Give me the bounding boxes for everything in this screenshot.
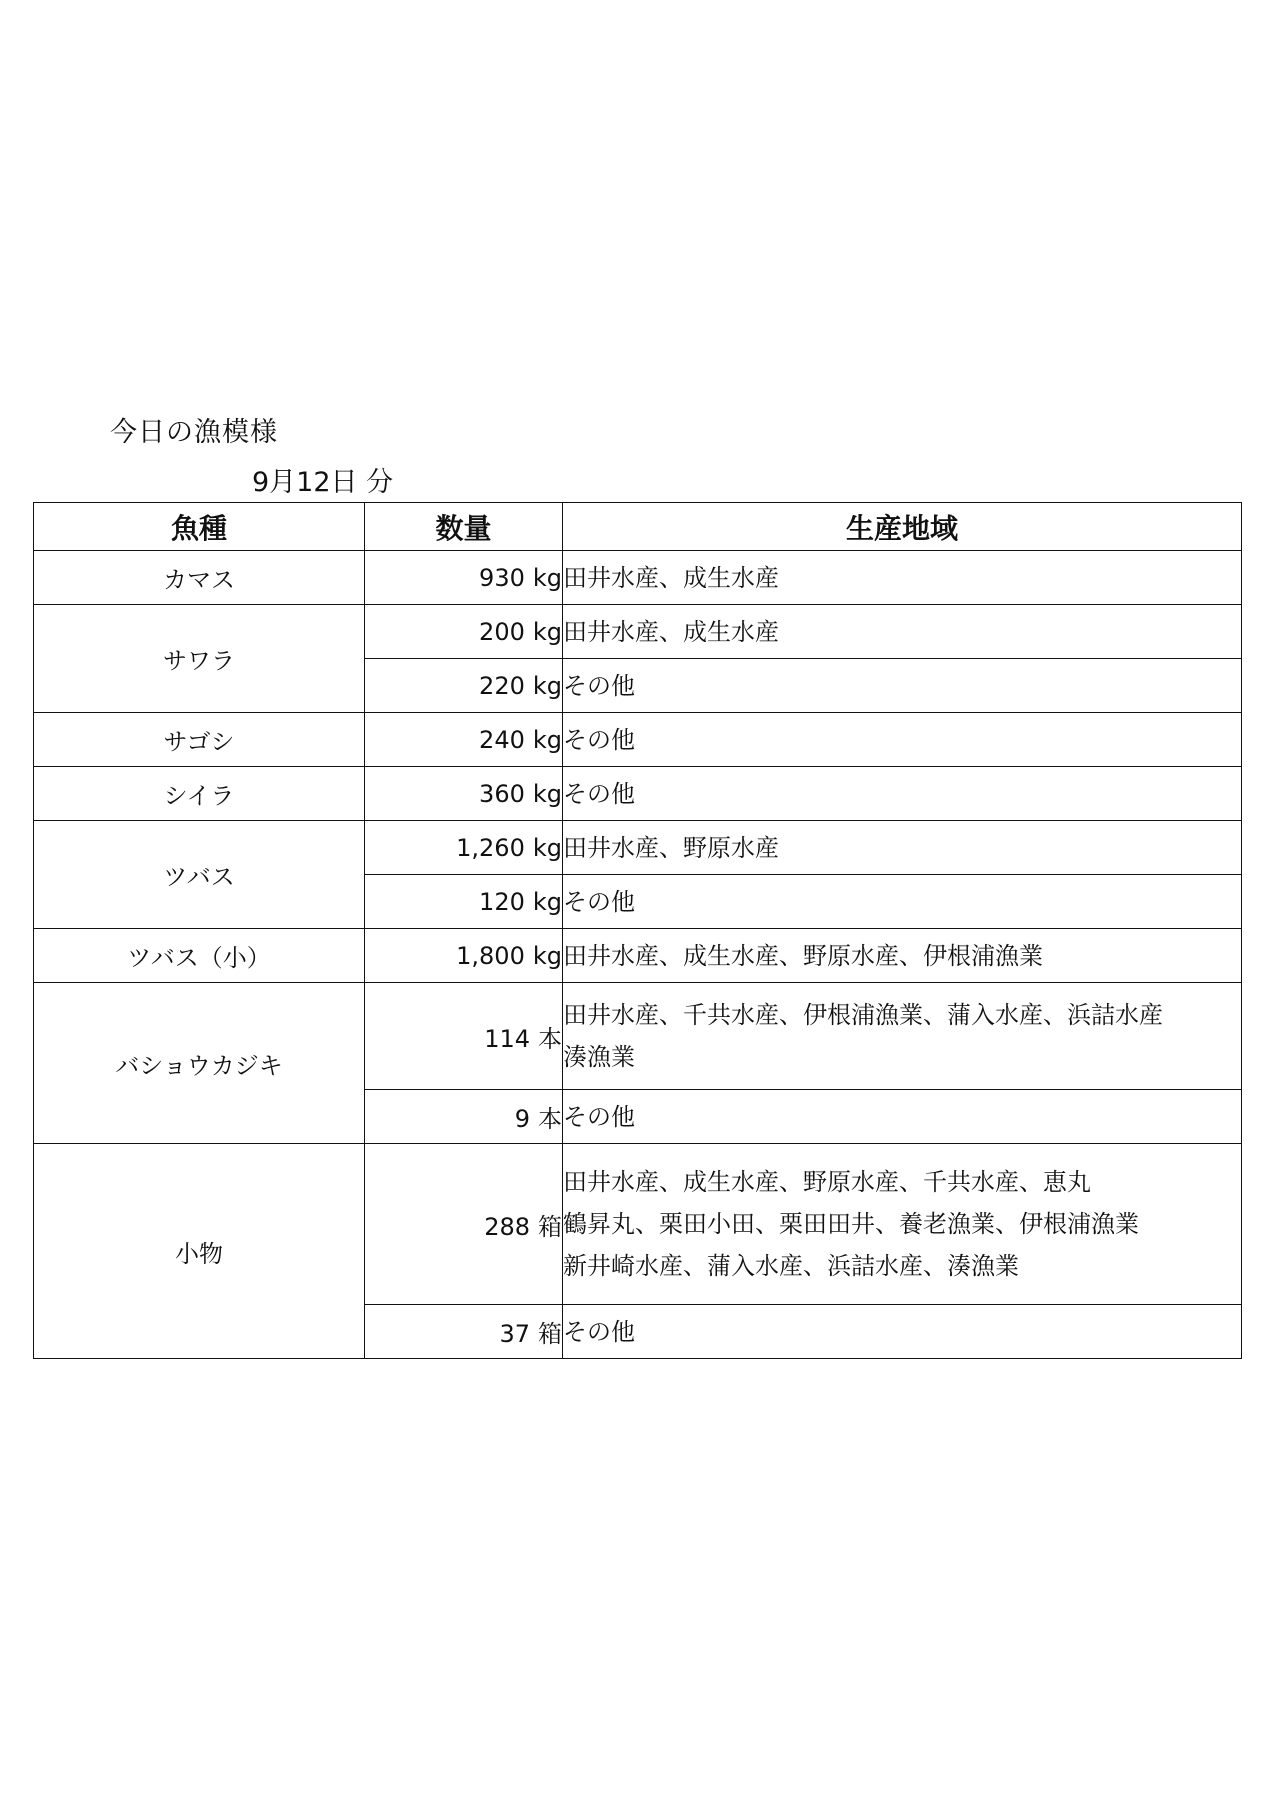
production-area-line: その他: [563, 671, 635, 700]
document-date: 9月12日 分: [252, 467, 394, 498]
species-cell: 小物: [34, 1144, 365, 1359]
quantity-unit: kg: [532, 671, 562, 700]
production-area-line: 湊漁業: [563, 1043, 635, 1071]
quantity-value: 360: [479, 779, 525, 808]
quantity-value: 114: [484, 1024, 530, 1053]
production-area-cell: [563, 767, 1242, 821]
production-area-line: 新井崎水産、蒲入水産、浜詰水産、湊漁業: [563, 1252, 1019, 1280]
header-quantity: 数量: [365, 503, 563, 551]
quantity-cell: [365, 821, 563, 875]
quantity-value: 1,800: [456, 941, 525, 970]
quantity-cell: [365, 1305, 563, 1359]
quantity-cell: [365, 713, 563, 767]
quantity-cell: [365, 929, 563, 983]
species-cell: カマス: [34, 551, 365, 605]
species-cell: シイラ: [34, 767, 365, 821]
table-row: [34, 551, 1242, 605]
quantity-cell: [365, 659, 563, 713]
quantity-value: 930: [479, 563, 525, 592]
production-area-line: その他: [563, 887, 635, 916]
table-body: [34, 551, 1242, 1359]
quantity-cell: [365, 875, 563, 929]
quantity-unit: kg: [532, 617, 562, 646]
production-area-cell: [563, 713, 1242, 767]
production-area-cell: [563, 929, 1242, 983]
quantity-cell: [365, 983, 563, 1090]
production-area-cell: [563, 1144, 1242, 1305]
table-row: [34, 929, 1242, 983]
header-species: 魚種: [34, 503, 365, 551]
species-cell: サワラ: [34, 605, 365, 713]
quantity-unit: kg: [532, 779, 562, 808]
production-area-cell: [563, 983, 1242, 1090]
table-row: [34, 767, 1242, 821]
production-area-cell: [563, 1090, 1242, 1144]
quantity-value: 220: [479, 671, 525, 700]
production-area-line: 田井水産、千共水産、伊根浦漁業、蒲入水産、浜詰水産: [563, 1001, 1163, 1029]
production-area-line: 田井水産、野原水産: [563, 833, 779, 862]
production-area-cell: [563, 605, 1242, 659]
production-area-line: その他: [563, 779, 635, 808]
production-area-line: 田井水産、成生水産: [563, 563, 779, 592]
quantity-unit: kg: [532, 563, 562, 592]
production-area-cell: [563, 875, 1242, 929]
quantity-unit: kg: [532, 941, 562, 970]
production-area-cell: [563, 659, 1242, 713]
production-area-cell: [563, 821, 1242, 875]
quantity-unit: 箱: [538, 1212, 562, 1241]
production-area-line: 田井水産、成生水産: [563, 617, 779, 646]
production-area-line: 田井水産、成生水産、野原水産、伊根浦漁業: [563, 941, 1043, 970]
table-row: [34, 821, 1242, 875]
quantity-unit: kg: [532, 887, 562, 916]
quantity-value: 240: [479, 725, 525, 754]
quantity-unit: 本: [538, 1024, 562, 1053]
quantity-value: 120: [479, 887, 525, 916]
quantity-value: 200: [479, 617, 525, 646]
catch-table: [33, 502, 1242, 1359]
quantity-unit: 箱: [538, 1320, 562, 1348]
quantity-cell: [365, 767, 563, 821]
production-area-line: その他: [563, 1102, 635, 1131]
production-area-line: 田井水産、成生水産、野原水産、千共水産、恵丸: [563, 1168, 1091, 1196]
header-production-area: 生産地域: [563, 503, 1242, 551]
quantity-value: 288: [484, 1212, 530, 1241]
table-row: [34, 1144, 1242, 1305]
species-cell: ツバス（小）: [34, 929, 365, 983]
production-area-cell: [563, 551, 1242, 605]
production-area-line: その他: [563, 725, 635, 754]
table-row: [34, 983, 1242, 1090]
production-area-line: 鶴昇丸、栗田小田、栗田田井、養老漁業、伊根浦漁業: [563, 1210, 1139, 1238]
quantity-cell: [365, 605, 563, 659]
quantity-unit: kg: [532, 833, 562, 862]
table-row: [34, 713, 1242, 767]
quantity-unit: kg: [532, 725, 562, 754]
quantity-unit: 本: [538, 1105, 562, 1133]
species-cell: サゴシ: [34, 713, 365, 767]
document-title: 今日の漁模様: [110, 417, 278, 448]
quantity-cell: [365, 1090, 563, 1144]
quantity-cell: [365, 1144, 563, 1305]
species-cell: ツバス: [34, 821, 365, 929]
quantity-cell: [365, 551, 563, 605]
table-row: [34, 605, 1242, 659]
table-header-row: [34, 503, 1242, 551]
quantity-value: 37: [499, 1320, 530, 1348]
production-area-line: その他: [563, 1317, 635, 1346]
quantity-value: 9: [514, 1105, 530, 1133]
production-area-cell: [563, 1305, 1242, 1359]
quantity-value: 1,260: [456, 833, 525, 862]
species-cell: バショウカジキ: [34, 983, 365, 1144]
